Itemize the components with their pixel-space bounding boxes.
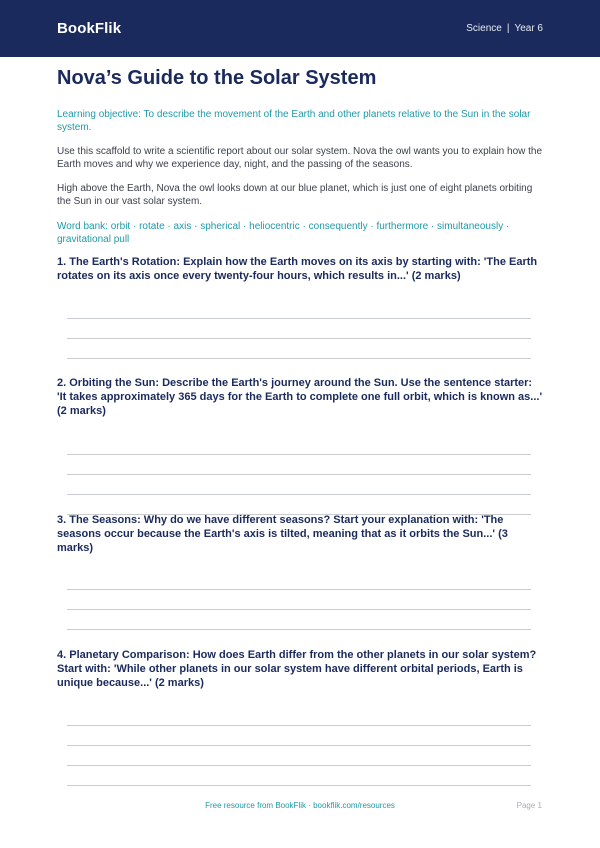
brand-logo[interactable]: BookFlik xyxy=(57,20,122,37)
answer-line[interactable] xyxy=(67,318,531,319)
word-bank-word: consequently xyxy=(308,221,368,232)
answer-line[interactable] xyxy=(67,785,531,786)
question-2: 2. Orbiting the Sun: Describe the Earth's journey around the Sun. Use the sentence starter: 'It takes approximately 365 days for the Earth to complete one full orbit, which is known as...' (2 marks) xyxy=(57,377,543,417)
header-separator: | xyxy=(506,23,510,34)
header-meta xyxy=(466,23,543,34)
answer-line[interactable] xyxy=(67,609,531,610)
word-bank-word: orbit xyxy=(110,221,131,232)
answer-line[interactable] xyxy=(67,589,531,590)
subject-label: Science xyxy=(466,23,502,34)
answer-line[interactable] xyxy=(67,358,531,359)
question-4: 4. Planetary Comparison: How does Earth differ from the other planets in our solar system? Start with: 'While other planets in our solar system have different orbital periods, Earth is unique because...' (2 marks) xyxy=(57,649,537,689)
answer-line[interactable] xyxy=(67,338,531,339)
answer-line[interactable] xyxy=(67,745,531,746)
answer-line[interactable] xyxy=(67,725,531,726)
header-bar xyxy=(0,0,600,57)
worksheet-intro xyxy=(57,57,543,246)
answer-line[interactable] xyxy=(67,454,531,455)
word-bank-word: gravitational pull xyxy=(57,234,130,245)
year-label: Year 6 xyxy=(514,23,543,34)
answer-line[interactable] xyxy=(67,474,531,475)
word-bank-word: spherical xyxy=(200,221,241,232)
word-bank xyxy=(57,220,543,246)
intro-paragraph-1: Use this scaffold to write a scientific report about our solar system. Nova the owl wants you to explain how the Earth moves and why we experience day, night, and the passing of the seasons. xyxy=(57,146,543,170)
word-bank-word: rotate xyxy=(139,221,165,232)
word-bank-word: axis xyxy=(173,221,192,232)
word-bank-word: simultaneously xyxy=(437,221,504,232)
learning-objective: Learning objective: To describe the movement of the Earth and other planets relative to the Sun in the solar system. xyxy=(57,109,531,133)
word-bank-word: heliocentric xyxy=(249,221,300,232)
answer-line[interactable] xyxy=(67,494,531,495)
word-bank-label: Word bank: xyxy=(57,221,108,232)
word-bank-list: orbit · rotate · axis · spherical · heliocentric · consequently · furthermore · simultaneously · gravitational pull xyxy=(57,221,510,245)
intro-paragraph-2: High above the Earth, Nova the owl looks down at our blue planet, which is just one of eight planets orbiting the Sun in our vast solar system. xyxy=(57,183,533,207)
word-bank-word: furthermore xyxy=(376,221,429,232)
footer-credit-link[interactable]: Free resource from BookFlik · bookflik.com/resources xyxy=(205,801,395,810)
page-number: Page 1 xyxy=(516,801,542,810)
page-title: Nova’s Guide to the Solar System xyxy=(57,67,377,89)
question-1: 1. The Earth's Rotation: Explain how the Earth moves on its axis by starting with: 'The Earth rotates on its axis once every twenty-four hours, which results in...' (2 marks) xyxy=(57,256,538,282)
question-3: 3. The Seasons: Why do we have different seasons? Start your explanation with: 'The seasons occur because the Earth's axis is tilted, meaning that as it orbits the Sun...' (3 marks) xyxy=(57,514,508,554)
answer-line[interactable] xyxy=(67,629,531,630)
answer-line[interactable] xyxy=(67,765,531,766)
